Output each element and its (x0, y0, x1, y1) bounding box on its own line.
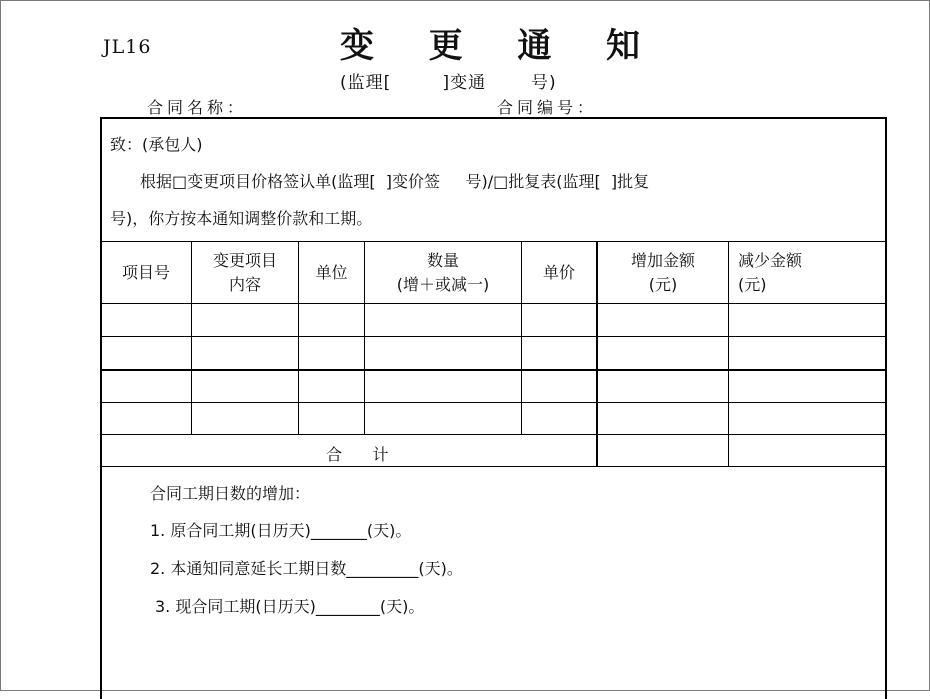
duration-item-3: 3. 现合同工期(日历天)________(天)。 (155, 597, 425, 616)
duration-heading: 合同工期日数的增加： (150, 484, 311, 503)
header-decrease-amount: 减少金额 (元) (738, 251, 803, 294)
form-subtitle: (监理[ ]变通 号) (340, 73, 557, 93)
table-header-divider (100, 303, 885, 304)
column-divider (728, 241, 729, 466)
duration-item-2: 2. 本通知同意延长工期日数_________(天)。 (150, 559, 463, 578)
total-label: 合 计 (326, 445, 389, 464)
header-unit-price: 单价 (542, 263, 575, 282)
contract-no-label: 合同编号： (497, 98, 598, 117)
header-increase-amount: 增加金额 (元) (630, 251, 695, 294)
body-text-line-2: 号)，你方按本通知调整价款和工期。 (110, 209, 373, 228)
body-text-line-1: 根据□变更项目价格签认单(监理[ ]变价签 号)/□批复表(监理[ ]批复 (140, 172, 650, 191)
form-code: JL16 (103, 36, 152, 58)
form-title (340, 18, 640, 67)
header-item-no: 项目号 (121, 263, 170, 282)
duration-item-1: 1. 原合同工期(日历天)_______(天)。 (150, 521, 412, 540)
title-char: 更 (428, 26, 463, 66)
title-char: 通 (517, 26, 552, 66)
table-top-border (100, 241, 885, 242)
contract-name-label: 合同名称： (147, 98, 248, 117)
table-row-divider (100, 369, 885, 371)
title-char: 变 (340, 26, 374, 66)
table-row-divider (100, 336, 885, 337)
table-bottom-border (100, 466, 885, 467)
addressee-line: 致：(承包人) (110, 135, 203, 154)
table-row-divider (100, 402, 885, 403)
header-quantity: 数量 (增＋或减一) (396, 251, 490, 294)
header-change-item: 变更项目 内容 (212, 251, 277, 294)
table-row-divider (100, 434, 885, 435)
header-unit: 单位 (315, 263, 348, 282)
title-char: 知 (605, 26, 640, 66)
